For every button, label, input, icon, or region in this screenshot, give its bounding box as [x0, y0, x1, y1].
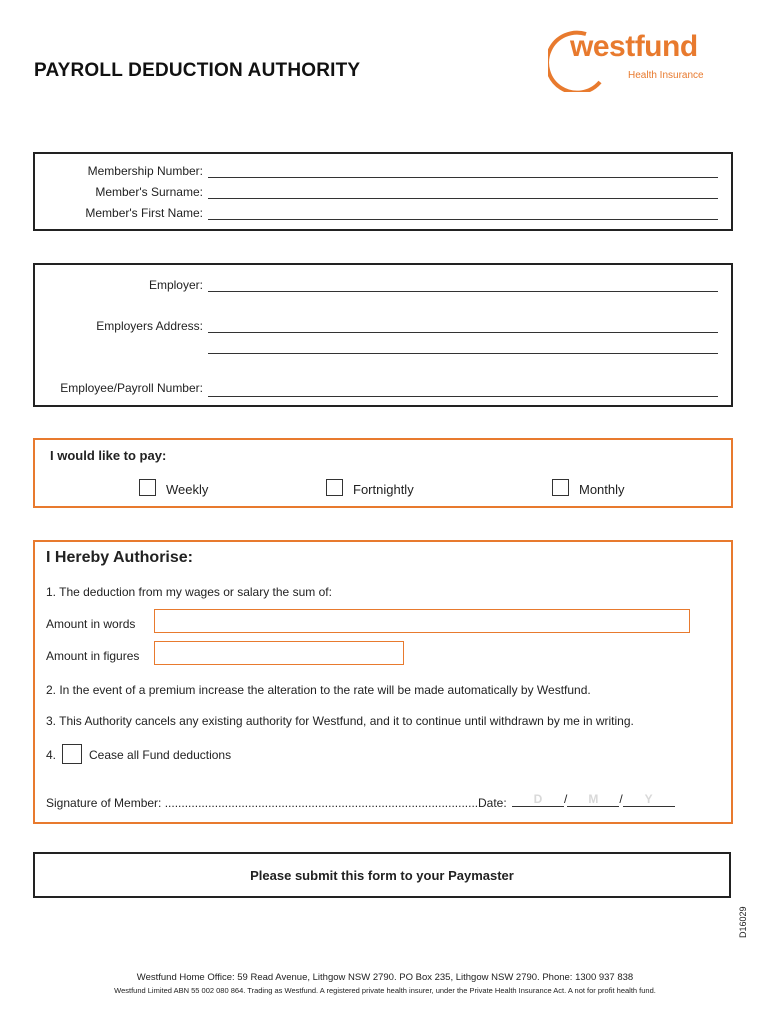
- payroll-number-label: Employee/Payroll Number:: [60, 381, 203, 395]
- logo-subtext: Health Insurance: [628, 70, 704, 81]
- item4-number: 4.: [46, 748, 57, 762]
- authorise-box: [33, 540, 733, 824]
- cease-deductions-checkbox[interactable]: [62, 744, 82, 764]
- submit-notice-text: Please submit this form to your Paymaster: [250, 868, 514, 883]
- amount-figures-input[interactable]: [154, 641, 404, 665]
- page-title: PAYROLL DEDUCTION AUTHORITY: [34, 60, 361, 81]
- employer-field[interactable]: [208, 291, 718, 292]
- date-month[interactable]: M: [567, 792, 619, 807]
- employer-label: Employer:: [148, 278, 203, 292]
- first-name-label: Member's First Name:: [85, 206, 203, 220]
- westfund-logo: [548, 22, 720, 92]
- surname-field[interactable]: [208, 198, 718, 199]
- footer-address: Westfund Home Office: 59 Read Avenue, Lithgow NSW 2790. PO Box 235, Lithgow NSW 2790. Phone: 1300 937 838: [136, 972, 634, 983]
- monthly-label: Monthly: [579, 482, 625, 497]
- cancel-authority-text: 3. This Authority cancels any existing authority for Westfund, and it to continue until withdrawn by me in writing.: [46, 714, 634, 728]
- membership-number-label: Membership Number:: [87, 164, 203, 178]
- amount-words-input[interactable]: [154, 609, 690, 633]
- footer-legal: Westfund Limited ABN 55 002 080 864. Trading as Westfund. A registered private health insurer, under the Private Health Insurance Act. A not for profit health fund.: [114, 986, 656, 995]
- monthly-checkbox[interactable]: [552, 479, 569, 496]
- membership-number-field[interactable]: [208, 177, 718, 178]
- payroll-number-field[interactable]: [208, 396, 718, 397]
- employer-address-field[interactable]: [208, 332, 718, 333]
- weekly-label: Weekly: [166, 482, 209, 497]
- authorise-heading: I Hereby Authorise:: [46, 549, 193, 566]
- fortnightly-checkbox[interactable]: [326, 479, 343, 496]
- date-separator: /: [564, 792, 568, 806]
- first-name-field[interactable]: [208, 219, 718, 220]
- employer-address-label: Employers Address:: [96, 319, 203, 333]
- date-day[interactable]: D: [512, 792, 564, 807]
- date-year[interactable]: Y: [623, 792, 675, 807]
- cease-deductions-label: Cease all Fund deductions: [89, 748, 232, 762]
- deduction-text: 1. The deduction from my wages or salary the sum of:: [46, 585, 332, 599]
- date-label: Date:: [478, 796, 507, 810]
- pay-frequency-heading: I would like to pay:: [50, 448, 167, 463]
- fortnightly-label: Fortnightly: [353, 482, 414, 497]
- surname-label: Member's Surname:: [95, 185, 203, 199]
- amount-words-label: Amount in words: [46, 617, 136, 631]
- employer-address-field-line2[interactable]: [208, 353, 718, 354]
- weekly-checkbox[interactable]: [139, 479, 156, 496]
- date-separator: /: [619, 792, 623, 806]
- date-field[interactable]: [512, 792, 675, 807]
- premium-increase-text: 2. In the event of a premium increase the alteration to the rate will be made automatically by Westfund.: [46, 683, 591, 697]
- logo-wordmark: westfund: [570, 30, 698, 63]
- form-code: D16029: [738, 906, 748, 938]
- amount-figures-label: Amount in figures: [46, 649, 140, 663]
- signature-label[interactable]: Signature of Member: ..............................................................................................: [46, 796, 479, 810]
